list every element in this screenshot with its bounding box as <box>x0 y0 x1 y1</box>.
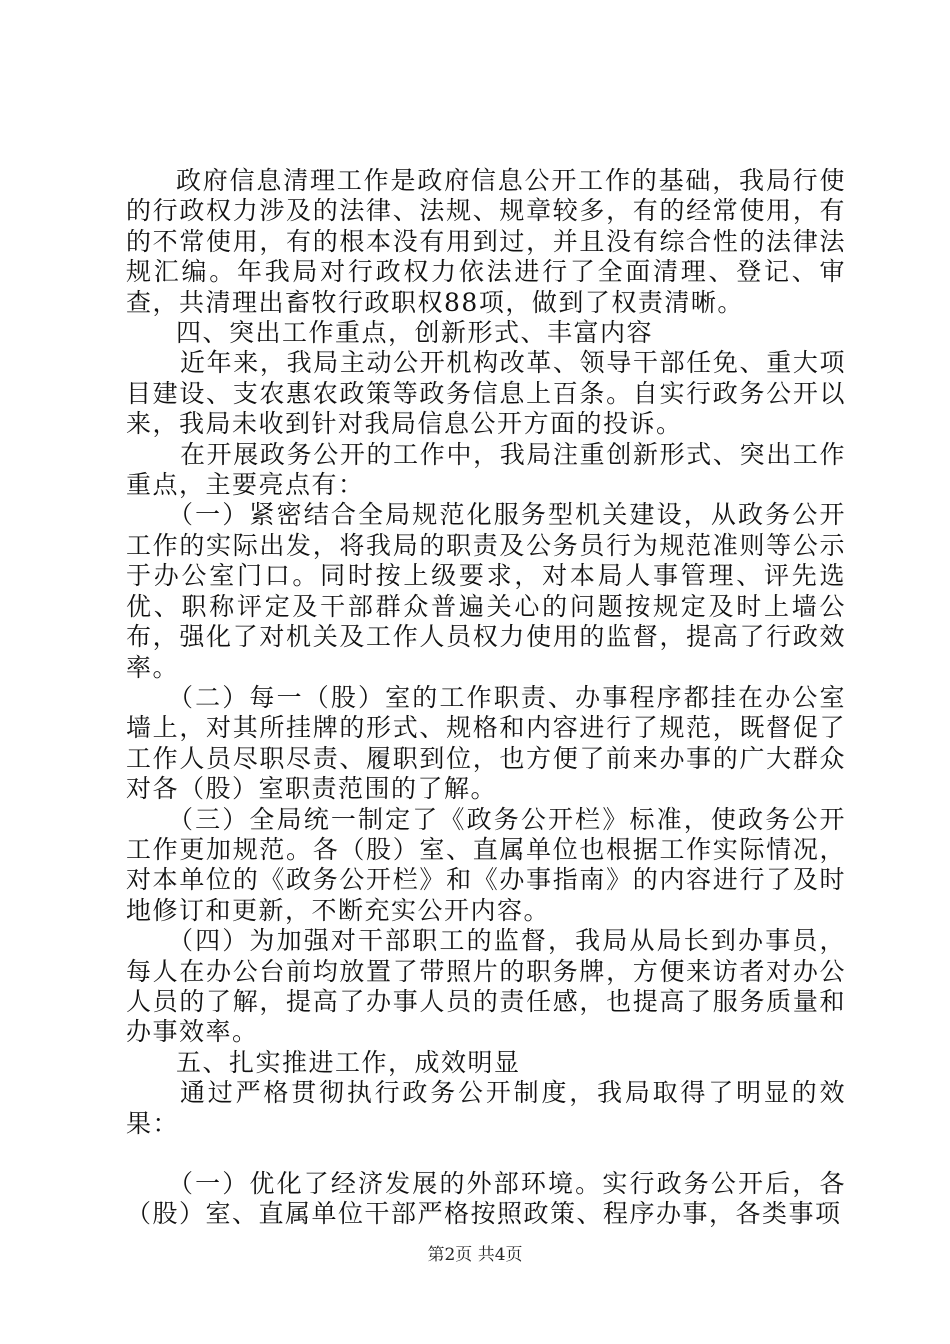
section-heading: 五、扎实推进工作，成效明显 <box>176 1047 521 1077</box>
paragraph: 通过严格贯彻执行政务公开制度，我局取得了明显的效果： <box>126 1078 846 1138</box>
paragraph: （二）每一（股）室的工作职责、办事程序都挂在办公室墙上，对其所挂牌的形式、规格和内容进行了规范，既督促了工作人员尽职尽责、履职到位，也方便了前来办事的广大群众对各（股）室职责范围的了解。 <box>126 682 846 804</box>
paragraph: （四）为加强对干部职工的监督，我局从局长到办事员，每人在办公台前均放置了带照片的职务牌，方便来访者对办公人员的了解，提高了办事人员的责任感，也提高了服务质量和办事效率。 <box>126 926 846 1047</box>
section-heading: 四、突出工作重点，创新形式、丰富内容 <box>176 318 654 348</box>
document-body <box>126 166 846 1230</box>
paragraph-gap <box>126 1139 846 1169</box>
paragraph: （三）全局统一制定了《政务公开栏》标准，使政务公开工作更加规范。各（股）室、直属单位也根据工作实际情况，对本单位的《政务公开栏》和《办事指南》的内容进行了及时地修订和更新，不断充实公开内容。 <box>126 804 846 925</box>
paragraph: 近年来，我局主动公开机构改革、领导干部任免、重大项目建设、支农惠农政策等政务信息上百条。自实行政务公开以来，我局未收到针对我局信息公开方面的投诉。 <box>126 348 846 439</box>
page-number: 第2页 共4页 <box>427 1245 523 1265</box>
paragraph: 在开展政务公开的工作中，我局注重创新形式、突出工作重点，主要亮点有： <box>126 439 846 500</box>
paragraph: （一）紧密结合全局规范化服务型机关建设，从政务公开工作的实际出发，将我局的职责及公务员行为规范准则等公示于办公室门口。同时按上级要求，对本局人事管理、评先选优、职称评定及干部群众普遍关心的问题按规定及时上墙公布，强化了对机关及工作人员权力使用的监督，提高了行政效率。 <box>126 500 846 682</box>
paragraph: 政府信息清理工作是政府信息公开工作的基础，我局行使的行政权力涉及的法律、法规、规章较多，有的经常使用，有的不常使用，有的根本没有用到过，并且没有综合性的法律法规汇编。年我局对行政权力依法进行了全面清理、登记、审查，共清理出畜牧行政职权88项，做到了权责清晰。 <box>126 166 846 317</box>
paragraph: （一）优化了经济发展的外部环境。实行政务公开后，各（股）室、直属单位干部严格按照政策、程序办事，各类事项 <box>126 1169 846 1229</box>
